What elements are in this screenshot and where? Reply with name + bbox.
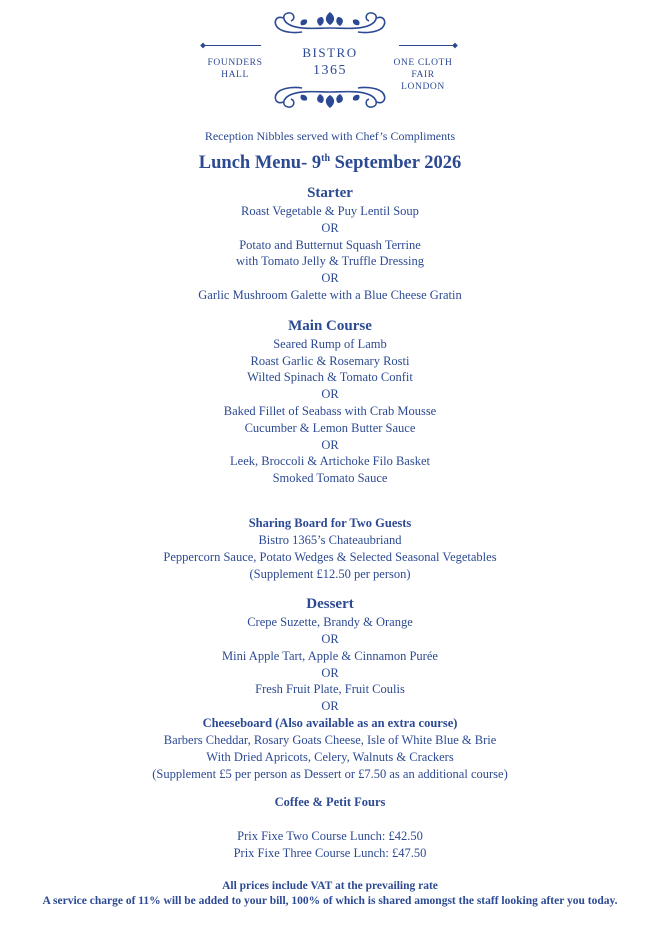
dessert-line: Mini Apple Tart, Apple & Cinnamon Purée	[222, 648, 438, 663]
price-line: Prix Fixe Two Course Lunch: £42.50	[237, 829, 423, 844]
main-course-line: OR	[321, 437, 339, 452]
location-right-line2: LONDON	[401, 82, 445, 92]
menu-header	[0, 0, 660, 120]
menu-title-sup: th	[321, 152, 331, 164]
dessert-heading: Dessert	[306, 596, 354, 613]
starter-line: Roast Vegetable & Puy Lentil Soup	[241, 203, 419, 218]
starter-heading: Starter	[307, 184, 353, 201]
sharing-heading: Sharing Board for Two Guests	[248, 515, 412, 530]
dessert-line: Fresh Fruit Plate, Fruit Coulis	[255, 682, 405, 697]
starter-line: Garlic Mushroom Galette with a Blue Cheese Gratin	[198, 287, 462, 302]
location-left-line2: HALL	[221, 70, 249, 80]
cheeseboard-heading: Cheeseboard (Also available as an extra course)	[202, 716, 458, 731]
location-right-line1: ONE CLOTH FAIR	[393, 58, 453, 80]
sharing-line: Peppercorn Sauce, Potato Wedges & Selected Seasonal Vegetables	[163, 549, 497, 564]
restaurant-name-line1: BISTRO	[302, 45, 358, 60]
starter-line: Potato and Butternut Squash Terrine	[239, 237, 421, 252]
main-course-line: Seared Rump of Lamb	[273, 336, 387, 351]
cheeseboard-line: Barbers Cheddar, Rosary Goats Cheese, Isle of White Blue & Brie	[163, 733, 497, 748]
menu-body	[0, 128, 660, 909]
starter-line: OR	[321, 271, 339, 286]
price-line: Prix Fixe Three Course Lunch: £47.50	[233, 846, 427, 861]
sharing-line: Bistro 1365’s Chateaubriand	[258, 532, 402, 547]
main-course-line: OR	[321, 387, 339, 402]
vat-note: All prices include VAT at the prevailing rate	[222, 880, 438, 893]
restaurant-name-line2: 1365	[313, 63, 347, 78]
main-course-line: Wilted Spinach & Tomato Confit	[247, 370, 413, 385]
service-charge-note: A service charge of 11% will be added to your bill, 100% of which is shared amongst the staff looking after you today.	[42, 895, 618, 908]
location-right	[383, 57, 463, 93]
reception-note: Reception Nibbles served with Chef’s Compliments	[204, 129, 456, 143]
main-course-line: Leek, Broccoli & Artichoke Filo Basket	[230, 454, 430, 469]
main-course-line: Smoked Tomato Sauce	[272, 471, 388, 486]
main-course-heading: Main Course	[288, 317, 372, 334]
menu-title-prefix: Lunch Menu- 9	[198, 152, 322, 173]
dessert-line: OR	[321, 632, 339, 647]
dessert-line: OR	[321, 665, 339, 680]
main-course-line: Baked Fillet of Seabass with Crab Mousse	[223, 403, 437, 418]
menu-title	[0, 147, 660, 175]
location-left	[200, 57, 270, 81]
location-left-line1: FOUNDERS	[207, 58, 263, 68]
sharing-line: (Supplement £12.50 per person)	[249, 566, 411, 581]
restaurant-name	[280, 44, 380, 80]
dessert-line: OR	[321, 699, 339, 714]
main-course-line: Roast Garlic & Rosemary Rosti	[250, 353, 410, 368]
main-course-line: Cucumber & Lemon Butter Sauce	[244, 420, 416, 435]
dessert-line: Crepe Suzette, Brandy & Orange	[247, 615, 413, 630]
coffee-heading: Coffee & Petit Fours	[274, 795, 386, 810]
menu-title-suffix: September 2026	[330, 152, 462, 173]
starter-line: OR	[321, 220, 339, 235]
starter-line: with Tomato Jelly & Truffle Dressing	[236, 254, 424, 269]
cheeseboard-line: With Dried Apricots, Celery, Walnuts & Crackers	[206, 749, 454, 764]
cheeseboard-line: (Supplement £5 per person as Dessert or £7.50 as an additional course)	[152, 766, 508, 781]
